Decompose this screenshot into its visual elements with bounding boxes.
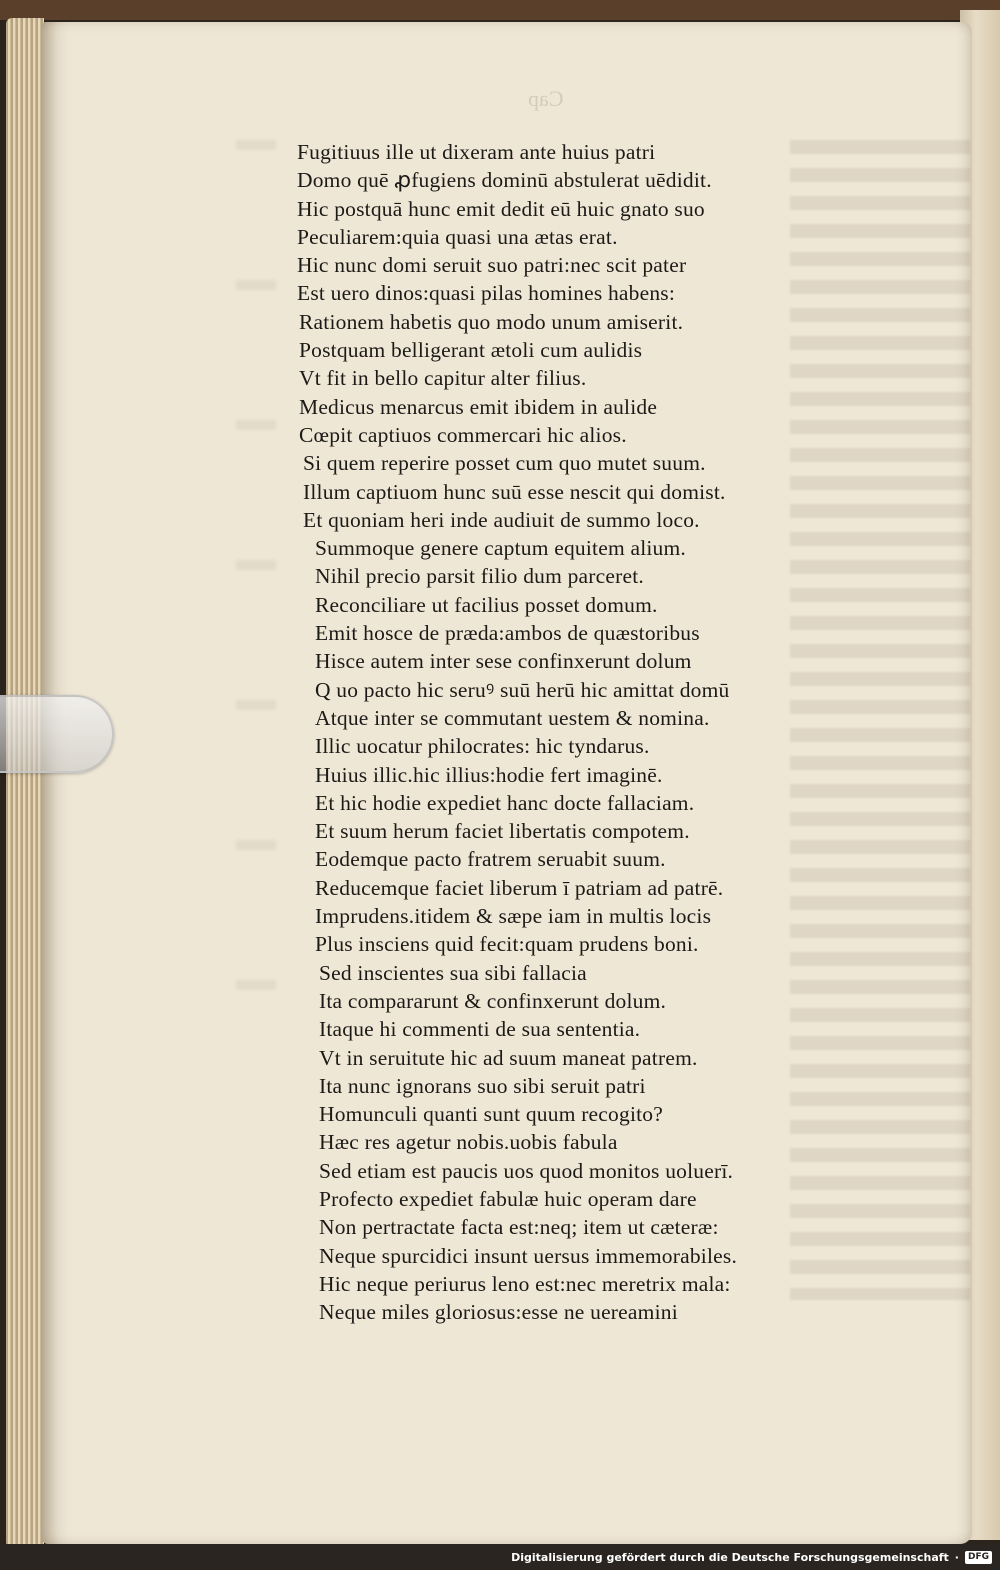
page-clip xyxy=(0,695,114,773)
verse-line: Reconciliare ut facilius posset domum. xyxy=(315,592,658,617)
verse-line: Fugitiuus ille ut dixeram ante huius patri xyxy=(297,140,656,164)
verse-line: Illic uocatur philocrates: hic tyndarus. xyxy=(315,734,650,759)
dfg-logo: DFG xyxy=(965,1551,992,1564)
show-through-header: Cap xyxy=(528,86,564,111)
verse-line: Peculiarem:quia quasi una ætas erat. xyxy=(297,224,618,249)
verse-line: Hic nunc domi seruit suo patri:nec scit pater xyxy=(297,253,687,278)
verse-line: Si quem reperire posset cum quo mutet suum. xyxy=(303,451,706,476)
verse-line: Cœpit captiuos commercari hic alios. xyxy=(299,422,627,447)
verse-line: Sed etiam est paucis uos quod monitos uoluerī. xyxy=(319,1158,734,1183)
verse-line: Domo quē ꝓfugiens dominū abstulerat uēdidit. xyxy=(297,168,712,193)
binding-top xyxy=(0,0,1000,20)
verse-line: Eodemque pacto fratrem seruabit suum. xyxy=(315,847,666,872)
verse-line: Atque inter se commutant uestem & nomina. xyxy=(315,705,710,730)
verse-line: Huius illic.hic illius:hodie fert imaginē. xyxy=(315,762,663,787)
verse-line: Q uo pacto hic seruꝰ suū herū hic amittat domū xyxy=(315,677,730,702)
verse-line: Neque miles gloriosus:esse ne uereamini xyxy=(319,1300,678,1325)
verse-line: Plus insciens quid fecit:quam prudens boni. xyxy=(315,932,699,957)
verse-text xyxy=(297,138,737,1326)
verse-line: Hic neque periurus leno est:nec meretrix mala: xyxy=(319,1271,731,1296)
verse-line: Et hic hodie expediet hanc docte fallaciam. xyxy=(315,790,695,815)
verse-line: Hæc res agetur nobis.uobis fabula xyxy=(319,1130,618,1155)
verse-line: Summoque genere captum equitem alium. xyxy=(315,536,687,561)
verse-line: Ita compararunt & confinxerunt dolum. xyxy=(319,988,667,1013)
verse-line: Et suum herum faciet libertatis compotem. xyxy=(315,819,690,844)
footer-credit: Digitalisierung gefördert durch die Deutsche Forschungsgemeinschaft · DFG xyxy=(511,1549,992,1565)
verse-line: Itaque hi commenti de sua sententia. xyxy=(319,1017,641,1042)
show-through-speakers xyxy=(236,140,276,1040)
verse-line: Illum captiuom hunc suū esse nescit qui domist. xyxy=(303,479,726,504)
verse-line: Hisce autem inter sese confinxerunt dolum xyxy=(315,649,692,674)
verse-line: Imprudens.itidem & sæpe iam in multis locis xyxy=(315,904,712,929)
verse-line: Medicus menarcus emit ibidem in aulide xyxy=(299,394,658,419)
verse-line: Emit hosce de præda:ambos de quæstoribus xyxy=(315,621,700,646)
verse-line: Postquam belligerant ætoli cum aulidis xyxy=(299,338,643,363)
verse-line: Nihil precio parsit filio dum parceret. xyxy=(315,564,644,589)
verse-line: Sed inscientes sua sibi fallacia xyxy=(319,960,587,985)
verse-line: Rationem habetis quo modo unum amiserit. xyxy=(299,309,684,334)
verse-line: Est uero dinos:quasi pilas homines habens: xyxy=(297,281,676,306)
footer-credit-text: Digitalisierung gefördert durch die Deutsche Forschungsgemeinschaft xyxy=(511,1550,949,1564)
page-edges xyxy=(6,18,44,1550)
verse-line: Homunculi quanti sunt quum recogito? xyxy=(319,1102,663,1127)
verse-line: Reducemque faciet liberum ī patriam ad patrē. xyxy=(315,875,724,900)
verse-line: Et quoniam heri inde audiuit de summo loco. xyxy=(303,507,700,532)
verse-line: Ita nunc ignorans suo sibi seruit patri xyxy=(319,1073,646,1098)
verse-line: Neque spurcidici insunt uersus immemorabiles. xyxy=(319,1243,738,1268)
verse-line: Vt in seruitute hic ad suum maneat patrem. xyxy=(319,1045,698,1070)
verse-line: Non pertractate facta est:neq; item ut cæteræ: xyxy=(319,1215,719,1240)
verse-line: Vt fit in bello capitur alter filius. xyxy=(299,366,587,391)
verse-line: Profecto expediet fabulæ huic operam dare xyxy=(319,1186,697,1211)
show-through-text xyxy=(790,140,970,1300)
verse-line: Hic postquā hunc emit dedit eū huic gnato suo xyxy=(297,196,705,221)
